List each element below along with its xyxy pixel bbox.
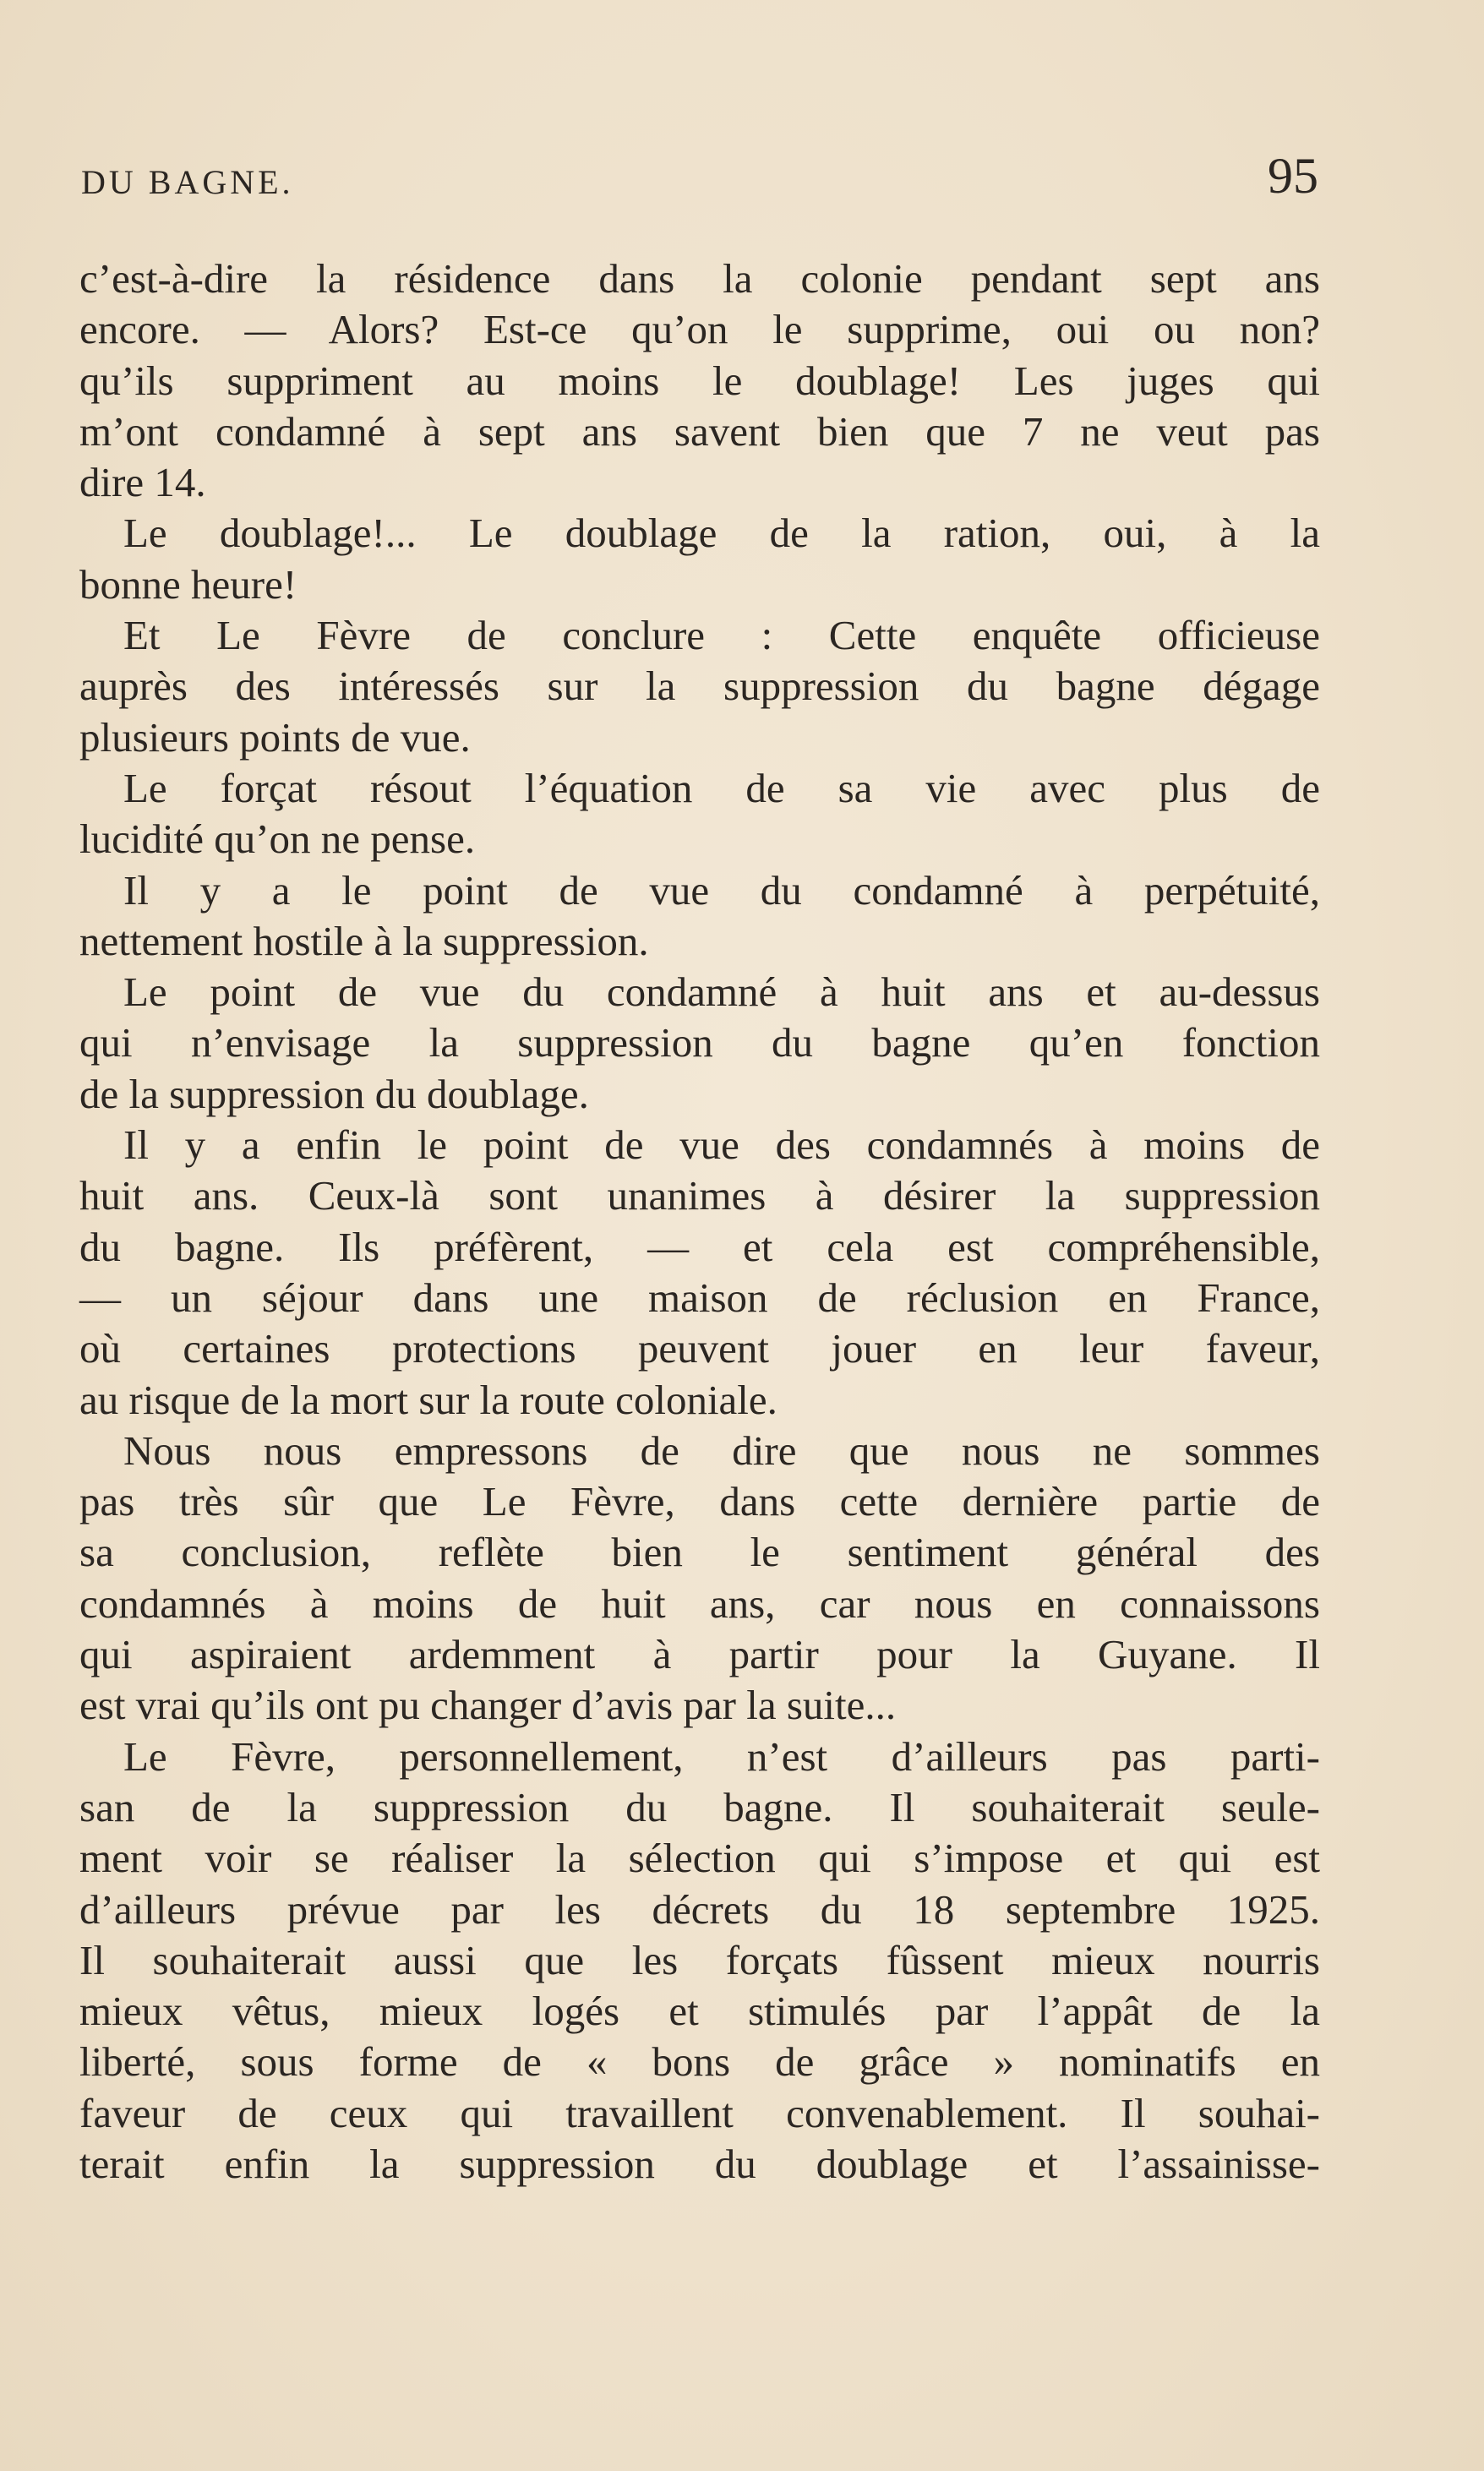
body-text <box>79 254 1320 2190</box>
text-line: Il y a le point de vue du condamné à perpétuité, <box>123 866 1320 914</box>
text-line: Et Le Fèvre de conclure : Cette enquête officieuse <box>123 612 1320 659</box>
text-line: sa conclusion, reflète bien le sentiment général des <box>79 1529 1320 1576</box>
text-line: — un séjour dans une maison de réclusion en France, <box>79 1274 1320 1321</box>
text-line: au risque de la mort sur la route coloniale. <box>79 1376 777 1423</box>
text-line: terait enfin la suppression du doublage et l’assainisse- <box>79 2140 1320 2187</box>
text-line: nettement hostile à la suppression. <box>79 917 649 964</box>
text-line: qui aspiraient ardemment à partir pour la Guyane. Il <box>79 1631 1320 1678</box>
text-line: Le forçat résout l’équation de sa vie avec plus de <box>123 764 1320 811</box>
text-line: Il souhaiterait aussi que les forçats fûssent mieux nourris <box>79 1936 1320 1983</box>
text-line: m’ont condamné à sept ans savent bien que 7 ne veut pas <box>79 407 1320 455</box>
text-line: condamnés à moins de huit ans, car nous en connaissons <box>79 1579 1320 1627</box>
text-line: est vrai qu’ils ont pu changer d’avis par la suite... <box>79 1682 897 1729</box>
running-head: DU BAGNE. <box>81 163 294 201</box>
text-line: ment voir se réaliser la sélection qui s’impose et qui est <box>79 1835 1320 1882</box>
text-line: encore. — Alors? Est-ce qu’on le supprime, oui ou non? <box>79 306 1320 353</box>
text-line: auprès des intéressés sur la suppression du bagne dégage <box>79 663 1320 710</box>
text-line: faveur de ceux qui travaillent convenablement. Il souhai- <box>79 2089 1320 2136</box>
text-line: dire 14. <box>79 459 206 506</box>
text-line: huit ans. Ceux-là sont unanimes à désirer la suppression <box>79 1172 1320 1219</box>
text-line: plusieurs points de vue. <box>79 713 471 761</box>
text-line: Le doublage!... Le doublage de la ration, oui, à la <box>123 510 1320 557</box>
text-line: mieux vêtus, mieux logés et stimulés par l’appât de la <box>79 1988 1320 2035</box>
text-line: pas très sûr que Le Fèvre, dans cette dernière partie de <box>79 1478 1320 1525</box>
text-line: Le Fèvre, personnellement, n’est d’ailleurs pas parti- <box>123 1732 1320 1780</box>
text-line: san de la suppression du bagne. Il souhaiterait seule- <box>79 1783 1320 1830</box>
text-line: d’ailleurs prévue par les décrets du 18 septembre 1925. <box>79 1885 1320 1933</box>
page-number: 95 <box>1268 148 1318 204</box>
text-line: lucidité qu’on ne pense. <box>79 815 476 863</box>
text-line: du bagne. Ils préfèrent, — et cela est compréhensible, <box>79 1223 1320 1270</box>
text-line: Nous nous empressons de dire que nous ne sommes <box>123 1426 1320 1474</box>
text-line: bonne heure! <box>79 560 297 608</box>
text-line: Il y a enfin le point de vue des condamnés à moins de <box>123 1121 1320 1169</box>
text-line: c’est-à-dire la résidence dans la colonie pendant sept ans <box>79 255 1320 302</box>
text-line: de la suppression du doublage. <box>79 1070 589 1117</box>
text-line: Le point de vue du condamné à huit ans et au-dessus <box>123 968 1320 1016</box>
text-line: liberté, sous forme de « bons de grâce » nominatifs en <box>79 2038 1320 2086</box>
text-line: où certaines protections peuvent jouer en leur faveur, <box>79 1325 1320 1372</box>
text-line: qui n’envisage la suppression du bagne qu’en fonction <box>79 1019 1320 1066</box>
text-line: qu’ils suppriment au moins le doublage! Les juges qui <box>79 357 1320 404</box>
